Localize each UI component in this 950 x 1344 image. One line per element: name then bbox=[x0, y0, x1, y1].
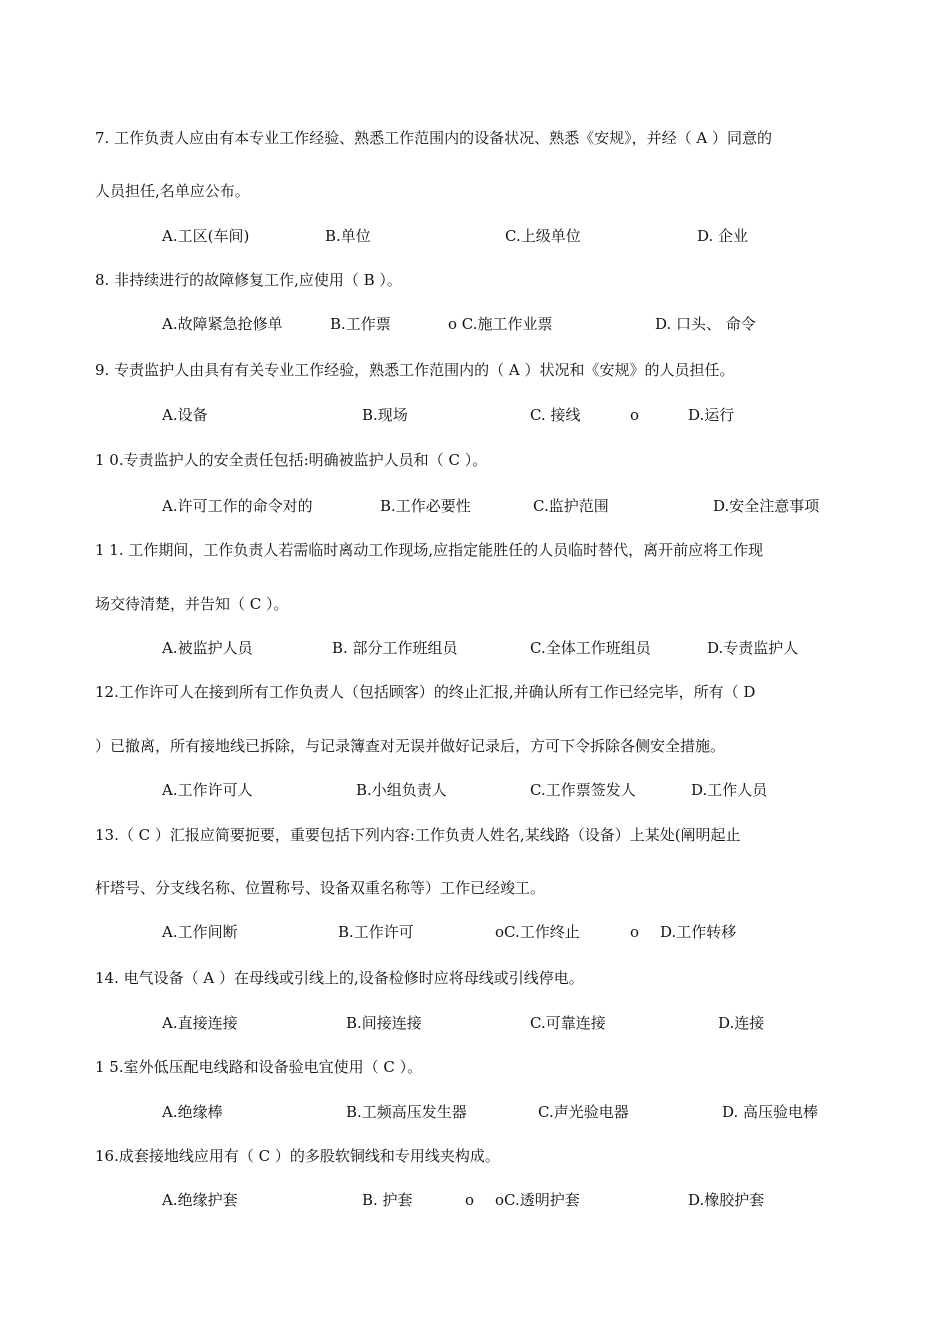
question-10-option-b: B.工作必要性 bbox=[380, 497, 471, 515]
question-12-line-1: 12.工作许可人在接到所有工作负责人（包括顾客）的终止汇报,并确认所有工作已经完毕，所有（ D bbox=[95, 683, 756, 701]
question-16-line-1: 16.成套接地线应用有（ C ）的多股软铜线和专用线夹构成。 bbox=[95, 1147, 500, 1165]
question-9-option-d: D.运行 bbox=[688, 406, 735, 424]
question-11-line-1: 1 1. 工作期间，工作负责人若需临时离动工作现场,应指定能胜任的人员临时替代，离开前应将工作现 bbox=[95, 541, 764, 559]
question-13-option-b: B.工作许可 bbox=[338, 923, 414, 941]
question-14-option-b: B.间接连接 bbox=[346, 1014, 422, 1032]
question-10-option-d: D.安全注意事项 bbox=[713, 497, 820, 515]
question-11-option-d: D.专责监护人 bbox=[707, 639, 799, 657]
question-12-option-b: B.小组负责人 bbox=[356, 781, 447, 799]
question-7-line-1: 7. 工作负责人应由有本专业工作经验、熟悉工作范围内的设备状况、熟悉《安规》，并经（ A ）同意的 bbox=[95, 129, 772, 147]
question-15-option-d: D. 高压验电棒 bbox=[722, 1103, 819, 1121]
question-13-line-2: 杆塔号、分支线名称、位置称号、设备双重名称等）工作已经竣工。 bbox=[95, 879, 546, 897]
question-11-option-a: A.被监护人员 bbox=[162, 639, 253, 657]
question-8-option-c: o C.施工作业票 bbox=[448, 315, 553, 333]
question-8-option-b: B.工作票 bbox=[330, 315, 391, 333]
question-13-option-c: oC.工作终止 bbox=[495, 923, 580, 941]
question-14-option-a: A.直接连接 bbox=[162, 1014, 238, 1032]
question-16-option-c: oC.透明护套 bbox=[495, 1191, 580, 1209]
question-8-line-1: 8. 非持续进行的故障修复工作,应使用（ B ）。 bbox=[95, 271, 402, 289]
question-16-separator: o bbox=[465, 1191, 475, 1209]
question-10-line-1: 1 0.专责监护人的安全责任包括:明确被监护人员和（ C ）。 bbox=[95, 451, 488, 469]
question-9-separator: o bbox=[630, 406, 640, 424]
question-16-option-d: D.橡胶护套 bbox=[688, 1191, 765, 1209]
question-12-option-c: C.工作票签发人 bbox=[530, 781, 636, 799]
question-16-option-a: A.绝缘护套 bbox=[162, 1191, 238, 1209]
question-10-option-c: C.监护范围 bbox=[533, 497, 609, 515]
question-12-line-2: ）已撤离，所有接地线已拆除，与记录簿查对无误并做好记录后，方可下令拆除各侧安全措施。 bbox=[95, 737, 726, 755]
question-13-separator: o bbox=[630, 923, 640, 941]
question-12-option-d: D.工作人员 bbox=[691, 781, 768, 799]
question-13-option-d: D.工作转移 bbox=[660, 923, 737, 941]
question-10-option-a: A.许可工作的命令对的 bbox=[162, 497, 313, 515]
question-9-line-1: 9. 专责监护人由具有有关专业工作经验，熟悉工作范围内的（ A ）状况和《安规》的人员担任。 bbox=[95, 361, 735, 379]
question-14-option-c: C.可靠连接 bbox=[530, 1014, 606, 1032]
question-12-option-a: A.工作许可人 bbox=[162, 781, 253, 799]
question-11-option-b: B. 部分工作班组员 bbox=[332, 639, 458, 657]
question-9-option-a: A.设备 bbox=[162, 406, 208, 424]
question-15-option-c: C.声光验电器 bbox=[538, 1103, 629, 1121]
question-9-option-c: C. 接线 bbox=[530, 406, 581, 424]
question-13-line-1: 13.（ C ）汇报应简要扼要，重要包括下列内容:工作负责人姓名,某线路（设备）上某处(阐明起止 bbox=[95, 826, 741, 844]
question-14-line-1: 14. 电气设备（ A ）在母线或引线上的,设备检修时应将母线或引线停电。 bbox=[95, 969, 584, 987]
question-13-option-a: A.工作间断 bbox=[162, 923, 238, 941]
question-8-option-d: D. 口头、 命令 bbox=[655, 315, 756, 333]
question-7-line-2: 人员担任,名单应公布。 bbox=[95, 182, 250, 200]
question-7-option-b: B.单位 bbox=[325, 227, 371, 245]
question-7-option-d: D. 企业 bbox=[697, 227, 749, 245]
question-8-option-a: A.故障紧急抢修单 bbox=[162, 315, 283, 333]
question-7-option-a: A.工区(车间) bbox=[162, 227, 250, 245]
question-11-line-2: 场交待清楚，并告知（ C ）。 bbox=[95, 595, 289, 613]
question-15-option-a: A.绝缘棒 bbox=[162, 1103, 223, 1121]
question-11-option-c: C.全体工作班组员 bbox=[530, 639, 651, 657]
question-15-line-1: 1 5.室外低压配电线路和设备验电宜使用（ C ）。 bbox=[95, 1058, 423, 1076]
question-9-option-b: B.现场 bbox=[362, 406, 408, 424]
question-7-option-c: C.上级单位 bbox=[505, 227, 581, 245]
question-14-option-d: D.连接 bbox=[718, 1014, 765, 1032]
question-15-option-b: B.工频高压发生器 bbox=[346, 1103, 467, 1121]
question-16-option-b: B. 护套 bbox=[362, 1191, 413, 1209]
